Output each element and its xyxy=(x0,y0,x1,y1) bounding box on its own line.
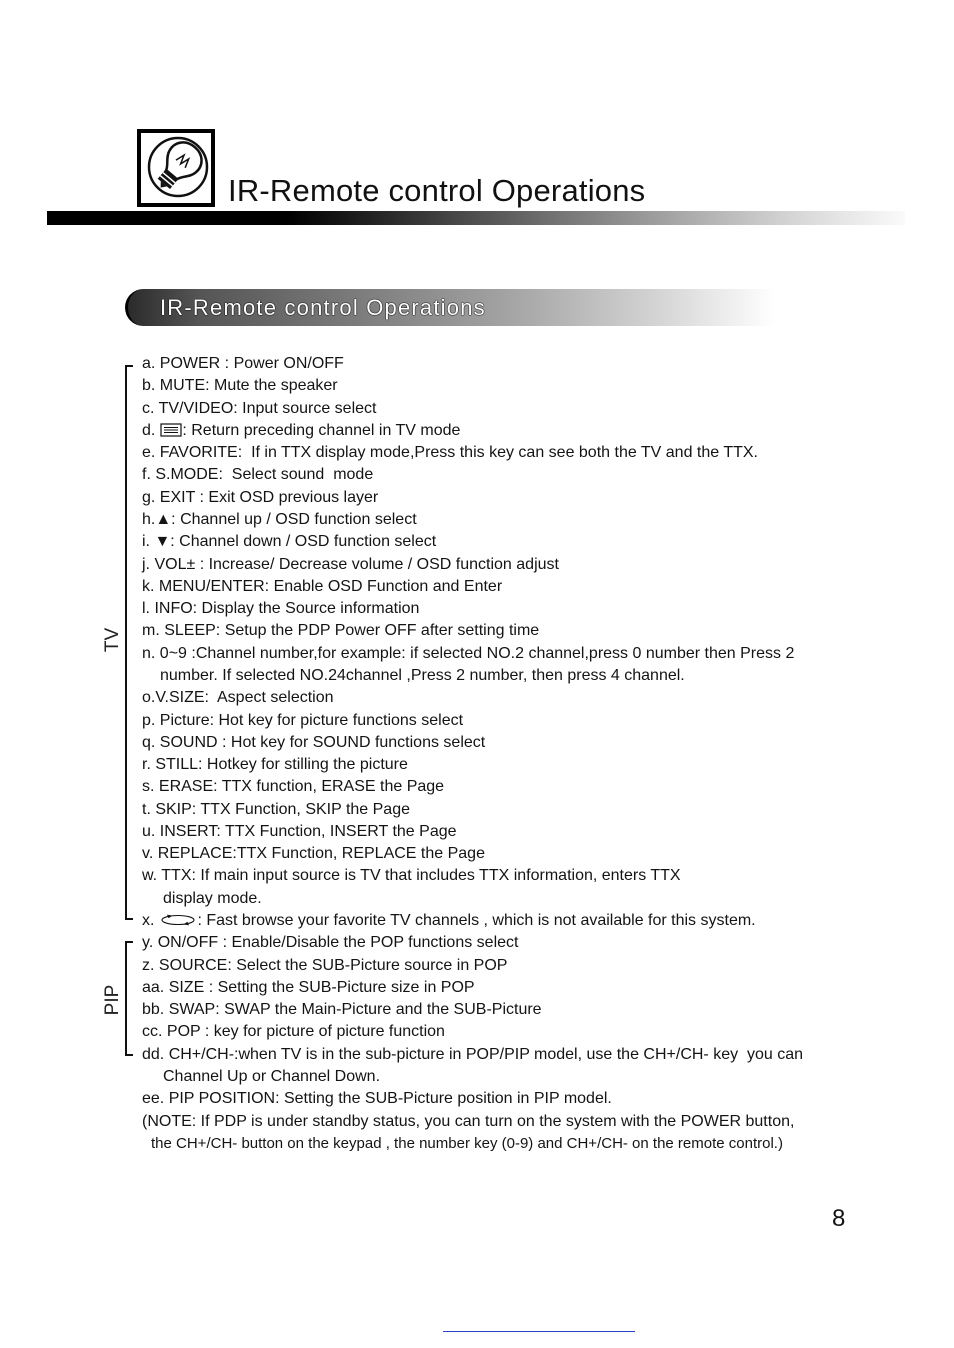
key-picture: p. Picture: Hot key for picture functions select xyxy=(142,711,464,729)
note-line-1: (NOTE: If PDP is under standby status, you can turn on the system with the POWER button, xyxy=(142,1112,795,1130)
key-still: r. STILL: Hotkey for stilling the picture xyxy=(142,756,408,774)
pip-group-bracket xyxy=(125,941,133,1056)
key-favorite-browse-letter: x. xyxy=(142,912,155,930)
key-erase: s. ERASE: TTX function, ERASE the Page xyxy=(142,778,445,796)
key-info: l. INFO: Display the Source information xyxy=(142,600,420,618)
key-pip-channel-continued: Channel Up or Channel Down. xyxy=(163,1068,381,1085)
key-pip-size: aa. SIZE : Setting the SUB-Picture size in POP xyxy=(142,978,475,996)
tv-group-label: TV xyxy=(102,627,123,653)
key-exit: g. EXIT : Exit OSD previous layer xyxy=(142,488,379,506)
lightbulb-icon xyxy=(137,129,215,207)
key-menu-enter: k. MENU/ENTER: Enable OSD Function and Enter xyxy=(142,577,503,595)
key-favorite: e. FAVORITE: If in TTX display mode,Press this key can see both the TV and the TTX. xyxy=(142,444,758,462)
key-power: a. POWER : Power ON/OFF xyxy=(142,355,344,372)
key-ttx-continued: display mode. xyxy=(163,889,262,907)
key-mute: b. MUTE: Mute the speaker xyxy=(142,377,338,395)
key-return xyxy=(142,420,902,442)
key-sleep: m. SLEEP: Setup the PDP Power OFF after setting time xyxy=(142,622,540,640)
key-return-letter: d. xyxy=(142,421,156,439)
tv-group-bracket xyxy=(125,365,133,920)
pip-group-label: PIP xyxy=(102,984,123,1016)
key-pop: cc. POP : key for picture of picture function xyxy=(142,1023,445,1041)
remote-key-list xyxy=(142,353,902,1155)
key-tv-video: c. TV/VIDEO: Input source select xyxy=(142,399,377,417)
key-volume: j. VOL± : Increase/ Decrease volume / OSD function adjust xyxy=(142,555,559,573)
key-favorite-browse-description: : Fast browse your favorite TV channels , which is not available for this system. xyxy=(197,912,756,930)
oval-arrows-icon xyxy=(159,913,197,927)
key-skip: t. SKIP: TTX Function, SKIP the Page xyxy=(142,800,410,818)
key-v-size: o.V.SIZE: Aspect selection xyxy=(142,689,334,707)
section-header-bar xyxy=(125,289,775,326)
section-title: IR-Remote control Operations xyxy=(160,295,486,320)
key-pip-position: ee. PIP POSITION: Setting the SUB-Picture position in PIP model. xyxy=(142,1090,612,1108)
key-pip-channel: dd. CH+/CH-:when TV is in the sub-picture in POP/PIP model, use the CH+/CH- key you can xyxy=(142,1045,804,1063)
key-pip-source: z. SOURCE: Select the SUB-Picture source in POP xyxy=(142,956,508,974)
page-title: IR-Remote control Operations xyxy=(228,173,646,208)
key-channel-up: h.▲: Channel up / OSD function select xyxy=(142,510,417,528)
footer-rule xyxy=(443,1331,635,1332)
key-sound: q. SOUND : Hot key for SOUND functions select xyxy=(142,733,486,751)
key-favorite-browse xyxy=(142,910,902,932)
key-sound-mode: f. S.MODE: Select sound mode xyxy=(142,466,374,484)
menu-list-icon xyxy=(160,423,182,437)
title-gradient-rule xyxy=(47,211,905,225)
note-line-2: the CH+/CH- button on the keypad , the number key (0-9) and CH+/CH- on the remote control.) xyxy=(151,1134,783,1152)
key-number-keys: n. 0~9 :Channel number,for example: if selected NO.2 channel,press 0 number then Press 2 xyxy=(142,644,795,662)
key-return-description: : Return preceding channel in TV mode xyxy=(182,421,461,439)
key-insert: u. INSERT: TTX Function, INSERT the Page xyxy=(142,822,457,840)
page-number: 8 xyxy=(832,1205,846,1232)
key-channel-down: i. ▼: Channel down / OSD function select xyxy=(142,533,437,551)
key-pip-on-off: y. ON/OFF : Enable/Disable the POP functions select xyxy=(142,934,519,952)
key-pip-swap: bb. SWAP: SWAP the Main-Picture and the SUB-Picture xyxy=(142,1001,542,1019)
key-number-keys-continued: number. If selected NO.24channel ,Press 2 number, then press 4 channel. xyxy=(160,666,685,684)
key-ttx: w. TTX: If main input source is TV that includes TTX information, enters TTX xyxy=(142,867,681,885)
key-replace: v. REPLACE:TTX Function, REPLACE the Page xyxy=(142,845,485,863)
